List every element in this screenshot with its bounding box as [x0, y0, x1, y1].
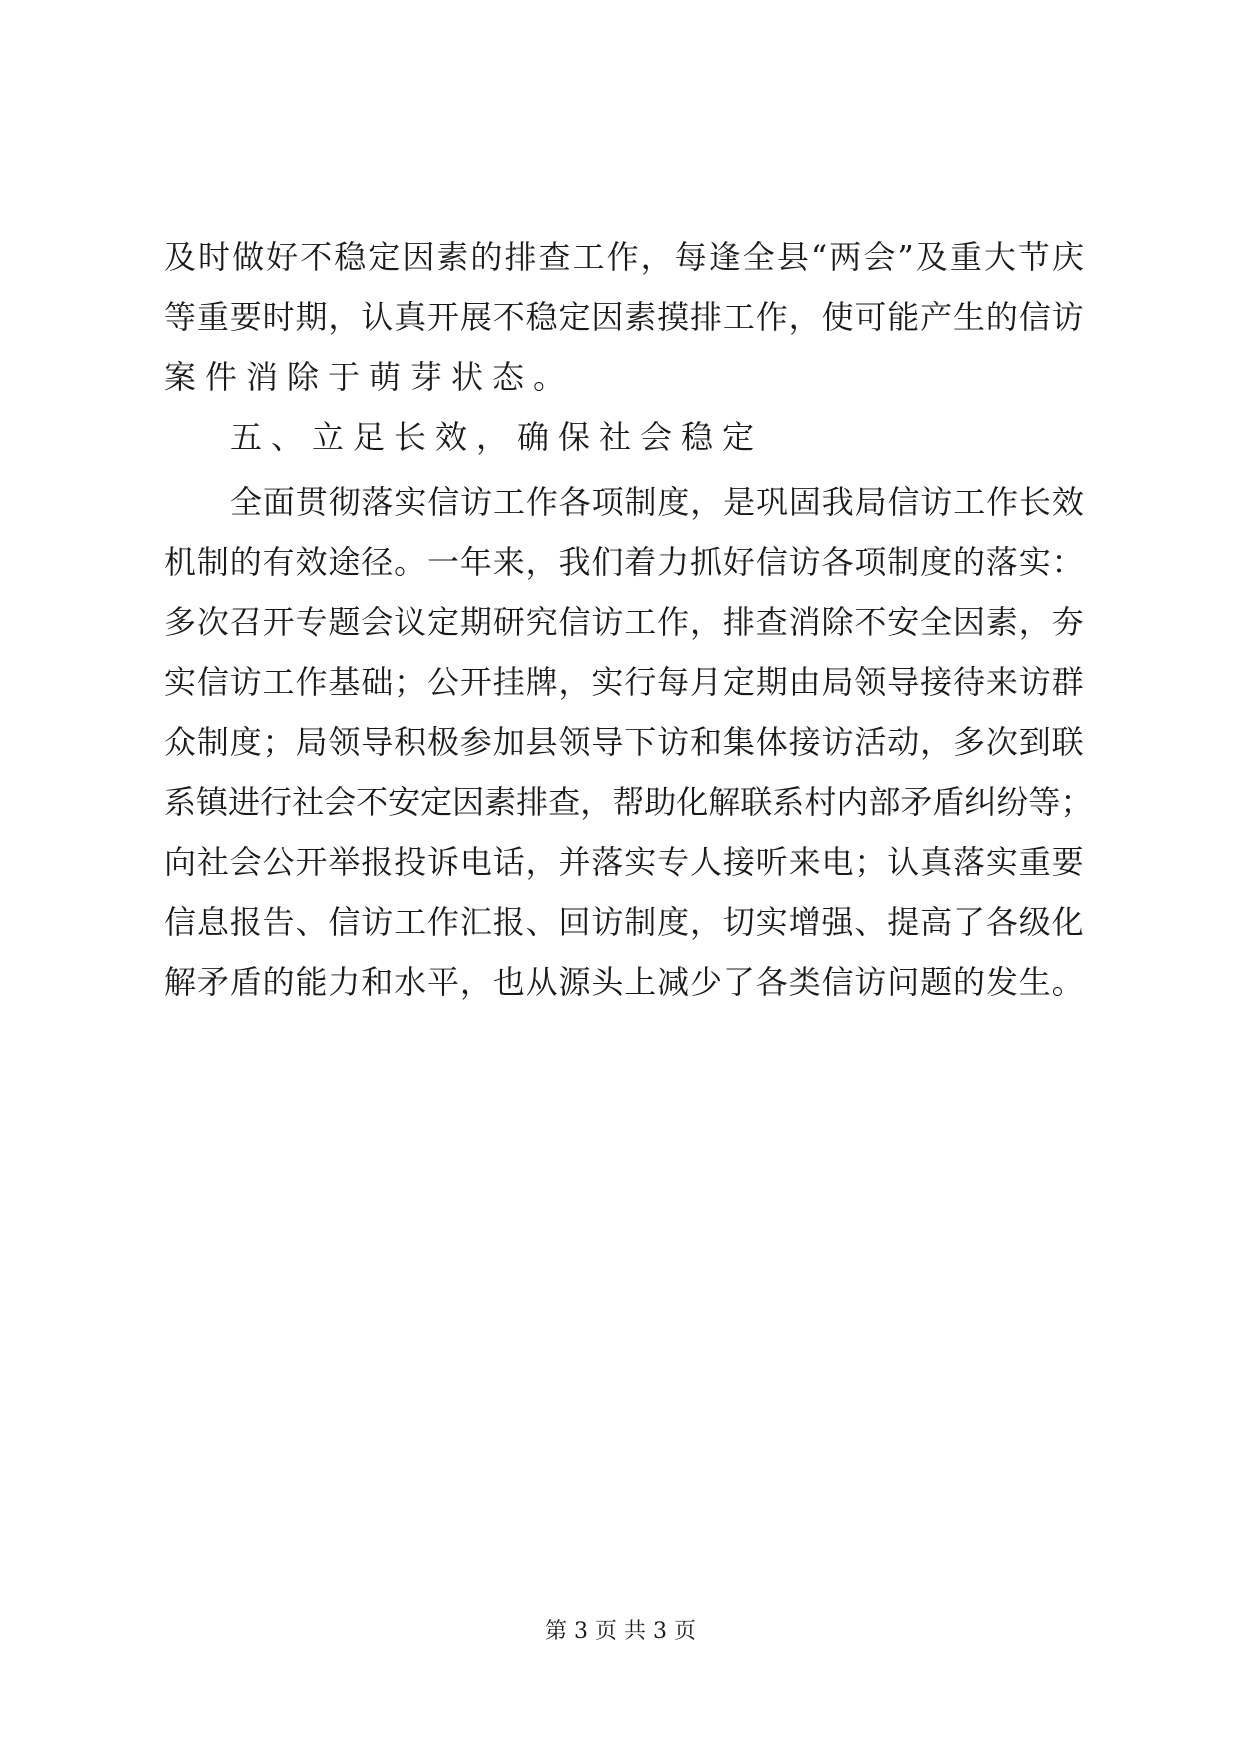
paragraph-line: 信 息 报 告 、 信 访 工 作 汇 报 、 回 访 制 度 ， 切 实 增 强 、 提 高 了 各 级 化 — [164, 903, 1084, 941]
page-footer: 第 3 页 共 3 页 — [545, 1619, 696, 1644]
paragraph-line: 实 信 访 工 作 基 础 ； 公 开 挂 牌 ， 实 行 每 月 定 期 由 局 领 导 接 待 来 访 群 — [164, 663, 1084, 701]
section-heading: 五、立足长效，确保社会稳定 — [230, 418, 764, 456]
paragraph-line: 案件消除于萌芽状态。 — [164, 358, 575, 396]
paragraph-line: 机 制 的 有 效 途 径 。 一 年 来 ， 我 们 着 力 抓 好 信 访 各 项 制 度 的 落 实 ： — [164, 543, 1084, 581]
paragraph-line: 全 面 贯 彻 落 实 信 访 工 作 各 项 制 度 ， 是 巩 固 我 局 信 访 工 作 长 效 — [230, 483, 1084, 521]
paragraph-line: 众 制 度 ； 局 领 导 积 极 参 加 县 领 导 下 访 和 集 体 接 访 活 动 ， 多 次 到 联 — [164, 723, 1084, 761]
paragraph-line: 及 时 做 好 不 稳 定 因 素 的 排 查 工 作 ， 每 逢 全 县 “ 两 会 ” 及 重 大 节 庆 — [164, 238, 1084, 276]
paragraph-line: 等 重 要 时 期 ， 认 真 开 展 不 稳 定 因 素 摸 排 工 作 ， 使 可 能 产 生 的 信 访 — [164, 298, 1084, 336]
paragraph-line: 解 矛 盾 的 能 力 和 水 平 ， 也 从 源 头 上 减 少 了 各 类 信 访 问 题 的 发 生 。 — [164, 963, 1084, 1001]
paragraph-line: 多 次 召 开 专 题 会 议 定 期 研 究 信 访 工 作 ， 排 查 消 除 不 安 全 因 素 ， 夯 — [164, 603, 1084, 641]
paragraph-line: 向 社 会 公 开 举 报 投 诉 电 话 ， 并 落 实 专 人 接 听 来 电 ； 认 真 落 实 重 要 — [164, 843, 1084, 881]
paragraph-line: 系 镇 进 行 社 会 不 安 定 因 素 排 查 ， 帮 助 化 解 联 系 村 内 部 矛 盾 纠 纷 等 ； — [164, 783, 1093, 821]
